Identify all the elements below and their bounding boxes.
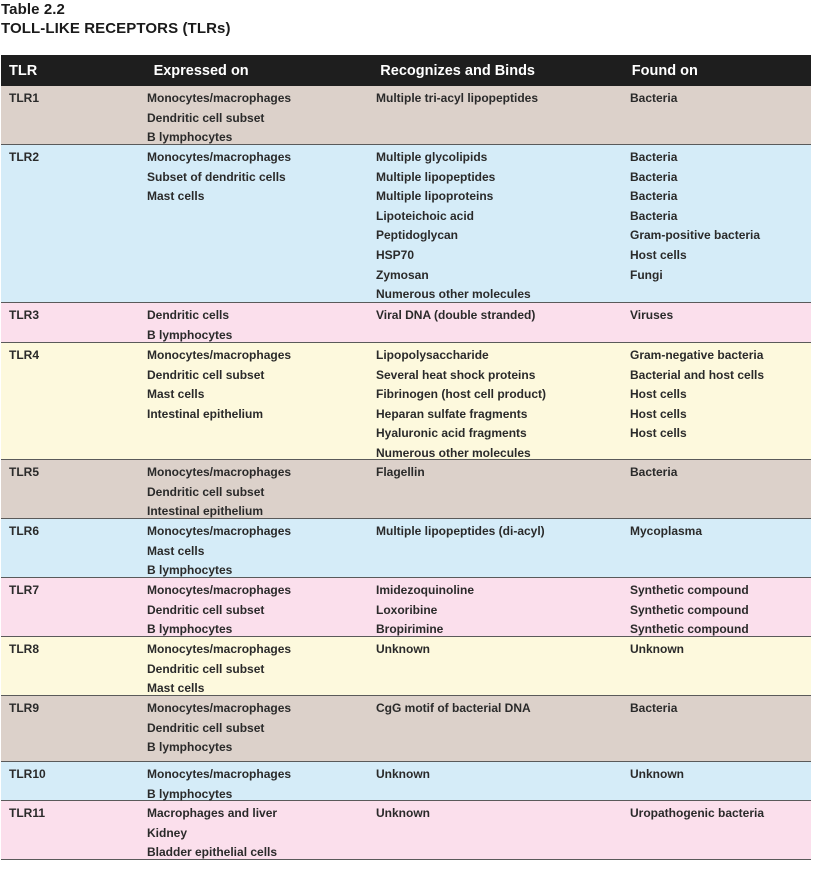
cell-found-on-line: Unknown <box>630 767 684 781</box>
cell-recognizes-and-binds <box>376 145 630 302</box>
cell-found-on-line: Gram-positive bacteria <box>630 228 761 243</box>
table-row <box>1 578 811 637</box>
cell-recognizes-and-binds <box>376 762 630 800</box>
cell-found-on <box>630 519 811 577</box>
cell-found-on <box>630 762 811 800</box>
cell-expressed-on-line: Mast cells <box>147 681 205 696</box>
cell-tlr <box>1 519 147 577</box>
cell-recognizes-and-binds-line: Unknown <box>376 767 430 781</box>
cell-recognizes-and-binds <box>376 303 630 342</box>
cell-tlr <box>1 303 147 342</box>
cell-found-on-line: Mycoplasma <box>630 524 703 538</box>
cell-tlr <box>1 460 147 518</box>
cell-recognizes-and-binds-line: Multiple lipopeptides (di-acyl) <box>376 524 545 538</box>
cell-recognizes-and-binds-line: Imidezoquinoline <box>376 583 474 597</box>
cell-expressed-on-line: Dendritic cells <box>147 308 230 322</box>
cell-tlr-line: TLR5 <box>9 465 39 479</box>
cell-recognizes-and-binds-line: CgG motif of bacterial DNA <box>376 701 531 715</box>
cell-expressed-on-line: Dendritic cell subset <box>147 661 265 676</box>
cell-expressed-on-line: Dendritic cell subset <box>147 367 265 382</box>
cell-expressed-on-line: B lymphocytes <box>147 130 233 145</box>
cell-recognizes-and-binds-line: Bropirimine <box>376 622 444 637</box>
cell-expressed-on <box>147 801 376 859</box>
cell-found-on-line: Host cells <box>630 426 687 441</box>
cell-tlr-line: TLR3 <box>9 308 39 322</box>
cell-tlr <box>1 578 147 636</box>
header-found-on: Found on <box>631 62 698 79</box>
table-body <box>1 86 811 860</box>
cell-expressed-on-line: Monocytes/macrophages <box>147 348 292 362</box>
cell-expressed-on-line: B lymphocytes <box>147 786 233 801</box>
cell-recognizes-and-binds <box>376 696 630 761</box>
cell-found-on <box>630 86 811 144</box>
cell-recognizes-and-binds <box>376 460 630 518</box>
cell-recognizes-and-binds <box>376 343 630 459</box>
cell-found-on-line: Bacteria <box>630 169 678 184</box>
cell-found-on <box>630 696 811 761</box>
cell-found-on <box>630 801 811 859</box>
cell-expressed-on <box>147 762 376 800</box>
cell-found-on <box>630 578 811 636</box>
table-row <box>1 343 811 460</box>
cell-expressed-on-line: B lymphocytes <box>147 563 233 578</box>
cell-recognizes-and-binds-line: Multiple lipopeptides <box>376 169 496 184</box>
cell-expressed-on <box>147 519 376 577</box>
cell-found-on-line: Bacteria <box>630 150 678 164</box>
cell-tlr <box>1 145 147 302</box>
cell-tlr-line: TLR9 <box>9 701 39 715</box>
cell-found-on <box>630 343 811 459</box>
cell-found-on-line: Bacteria <box>630 189 678 204</box>
cell-expressed-on-line: Macrophages and liver <box>147 806 278 820</box>
cell-expressed-on-line: B lymphocytes <box>147 740 233 755</box>
cell-recognizes-and-binds <box>376 86 630 144</box>
cell-recognizes-and-binds-line: Flagellin <box>376 465 425 479</box>
cell-recognizes-and-binds-line: Fibrinogen (host cell product) <box>376 387 546 402</box>
cell-expressed-on-line: Intestinal epithelium <box>147 504 264 519</box>
cell-tlr <box>1 801 147 859</box>
cell-recognizes-and-binds-line: Numerous other molecules <box>376 445 531 460</box>
cell-expressed-on-line: Monocytes/macrophages <box>147 465 292 479</box>
cell-tlr-line: TLR6 <box>9 524 39 538</box>
cell-expressed-on-line: Monocytes/macrophages <box>147 150 292 164</box>
cell-found-on <box>630 145 811 302</box>
cell-expressed-on-line: Mast cells <box>147 387 205 402</box>
cell-expressed-on-line: Kidney <box>147 825 188 840</box>
cell-tlr-line: TLR1 <box>9 91 39 105</box>
cell-expressed-on-line: Mast cells <box>147 189 205 204</box>
cell-expressed-on-line: Monocytes/macrophages <box>147 701 292 715</box>
table-caption <box>1 0 601 38</box>
cell-tlr <box>1 696 147 761</box>
cell-tlr-line: TLR8 <box>9 642 39 656</box>
cell-expressed-on-line: B lymphocytes <box>147 622 233 637</box>
cell-expressed-on <box>147 145 376 302</box>
table-row <box>1 637 811 696</box>
cell-found-on-line: Bacteria <box>630 91 678 105</box>
cell-recognizes-and-binds <box>376 637 630 695</box>
cell-expressed-on-line: Intestinal epithelium <box>147 406 264 421</box>
cell-found-on-line: Uropathogenic bacteria <box>630 806 765 820</box>
cell-recognizes-and-binds-line: Multiple glycolipids <box>376 150 488 164</box>
cell-tlr-line: TLR2 <box>9 150 39 164</box>
table-number: Table 2.2 <box>1 1 65 18</box>
cell-found-on-line: Bacteria <box>630 701 678 715</box>
cell-found-on-line: Bacteria <box>630 208 678 223</box>
cell-found-on-line: Fungi <box>630 267 663 282</box>
cell-recognizes-and-binds-line: HSP70 <box>376 247 415 262</box>
table-row <box>1 696 811 762</box>
cell-tlr-line: TLR10 <box>9 767 46 781</box>
table-header-row <box>1 55 811 86</box>
cell-found-on <box>630 460 811 518</box>
cell-expressed-on <box>147 343 376 459</box>
cell-found-on-line: Bacteria <box>630 465 678 479</box>
cell-expressed-on-line: B lymphocytes <box>147 327 233 342</box>
table-row <box>1 145 811 303</box>
cell-recognizes-and-binds-line: Multiple tri-acyl lipopeptides <box>376 91 539 105</box>
table-row <box>1 519 811 578</box>
cell-found-on-line: Bacterial and host cells <box>630 367 765 382</box>
cell-found-on-line: Host cells <box>630 247 687 262</box>
cell-expressed-on <box>147 696 376 761</box>
cell-expressed-on-line: Monocytes/macrophages <box>147 524 292 538</box>
cell-recognizes-and-binds-line: Loxoribine <box>376 602 438 617</box>
cell-expressed-on <box>147 86 376 144</box>
cell-tlr-line: TLR11 <box>9 806 46 820</box>
cell-recognizes-and-binds-line: Unknown <box>376 642 430 656</box>
cell-found-on <box>630 637 811 695</box>
cell-recognizes-and-binds <box>376 801 630 859</box>
cell-expressed-on-line: Mast cells <box>147 543 205 558</box>
cell-tlr <box>1 762 147 800</box>
cell-tlr-line: TLR7 <box>9 583 39 597</box>
cell-found-on-line: Host cells <box>630 387 687 402</box>
header-expressed-on: Expressed on <box>153 62 249 79</box>
table-title: TOLL-LIKE RECEPTORS (TLRs) <box>1 20 231 37</box>
cell-expressed-on-line: Monocytes/macrophages <box>147 642 292 656</box>
cell-found-on-line: Unknown <box>630 642 684 656</box>
cell-recognizes-and-binds-line: Viral DNA (double stranded) <box>376 308 536 322</box>
cell-recognizes-and-binds-line: Lipoteichoic acid <box>376 208 475 223</box>
cell-recognizes-and-binds-line: Heparan sulfate fragments <box>376 406 528 421</box>
cell-recognizes-and-binds-line: Multiple lipoproteins <box>376 189 494 204</box>
header-recognizes-and-binds: Recognizes and Binds <box>380 62 535 79</box>
tlr-table <box>1 55 811 860</box>
cell-expressed-on-line: Monocytes/macrophages <box>147 767 292 781</box>
cell-expressed-on-line: Dendritic cell subset <box>147 720 265 735</box>
header-tlr: TLR <box>9 62 38 79</box>
table-row <box>1 460 811 519</box>
cell-expressed-on <box>147 637 376 695</box>
cell-tlr <box>1 343 147 459</box>
cell-found-on-line: Gram-negative bacteria <box>630 348 764 362</box>
table-row <box>1 86 811 145</box>
cell-expressed-on-line: Dendritic cell subset <box>147 602 265 617</box>
cell-found-on-line: Viruses <box>630 308 674 322</box>
cell-recognizes-and-binds-line: Numerous other molecules <box>376 287 531 302</box>
cell-found-on-line: Synthetic compound <box>630 622 749 637</box>
cell-found-on-line: Synthetic compound <box>630 602 749 617</box>
cell-tlr-line: TLR4 <box>9 348 39 362</box>
table-row <box>1 303 811 343</box>
cell-expressed-on-line: Dendritic cell subset <box>147 484 265 499</box>
table-row <box>1 762 811 801</box>
cell-expressed-on <box>147 578 376 636</box>
cell-expressed-on-line: Subset of dendritic cells <box>147 169 286 184</box>
cell-expressed-on-line: Monocytes/macrophages <box>147 91 292 105</box>
table-row <box>1 801 811 860</box>
cell-tlr <box>1 86 147 144</box>
cell-expressed-on-line: Monocytes/macrophages <box>147 583 292 597</box>
cell-found-on <box>630 303 811 342</box>
cell-recognizes-and-binds-line: Lipopolysaccharide <box>376 348 489 362</box>
cell-recognizes-and-binds-line: Hyaluronic acid fragments <box>376 426 527 441</box>
cell-tlr <box>1 637 147 695</box>
cell-found-on-line: Synthetic compound <box>630 583 749 597</box>
cell-expressed-on-line: Bladder epithelial cells <box>147 845 278 860</box>
cell-expressed-on <box>147 460 376 518</box>
cell-recognizes-and-binds <box>376 519 630 577</box>
cell-recognizes-and-binds-line: Peptidoglycan <box>376 228 459 243</box>
cell-recognizes-and-binds-line: Unknown <box>376 806 430 820</box>
cell-expressed-on-line: Dendritic cell subset <box>147 110 265 125</box>
cell-recognizes-and-binds <box>376 578 630 636</box>
cell-found-on-line: Host cells <box>630 406 687 421</box>
cell-expressed-on <box>147 303 376 342</box>
cell-recognizes-and-binds-line: Zymosan <box>376 267 429 282</box>
cell-recognizes-and-binds-line: Several heat shock proteins <box>376 367 536 382</box>
